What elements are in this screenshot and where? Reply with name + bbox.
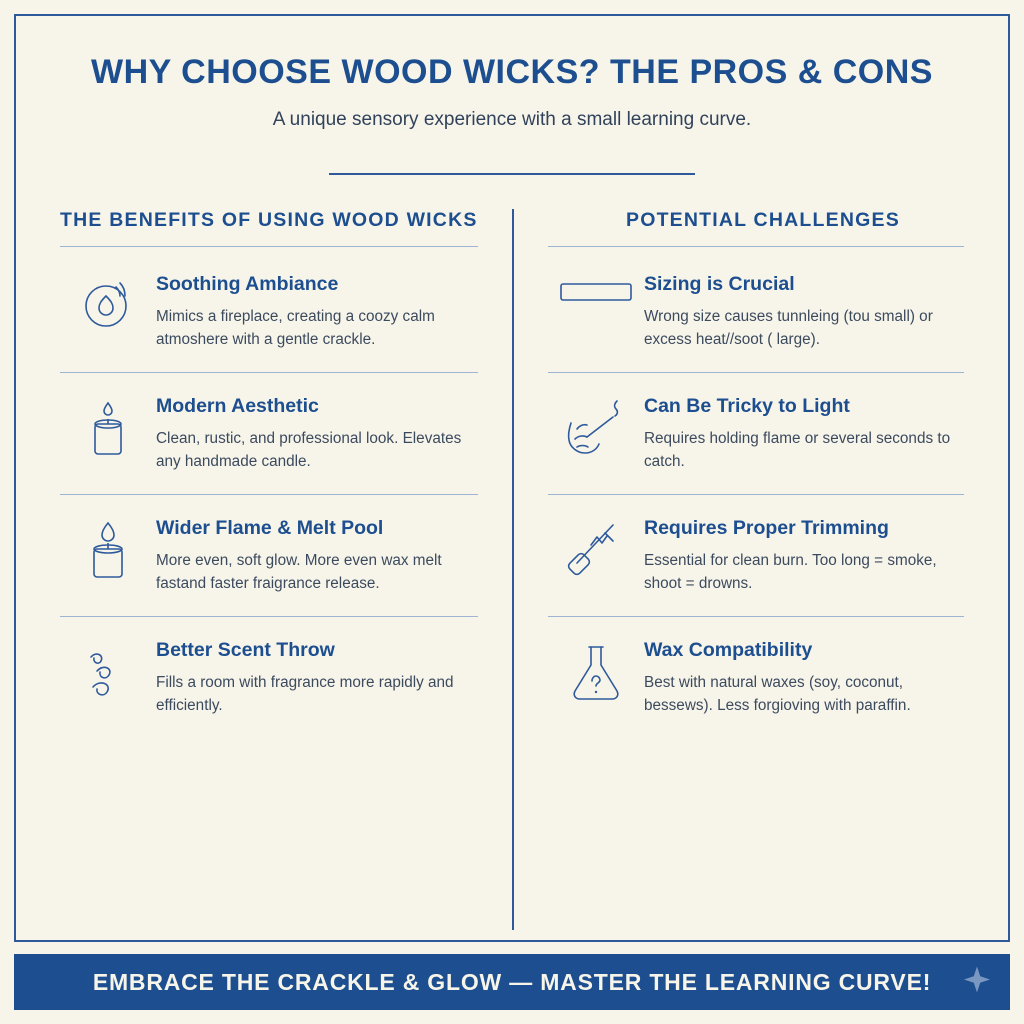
list-item-text xyxy=(644,639,964,718)
list-item-text xyxy=(644,273,964,352)
list-item-text xyxy=(644,395,964,474)
list-item-title: Wax Compatibility xyxy=(644,639,813,662)
list-item xyxy=(60,495,478,617)
page-subtitle: A unique sensory experience with a small learning curve. xyxy=(272,109,752,131)
list-item-desc: Essential for clean burn. Too long = smoke, shoot = drowns. xyxy=(644,552,937,593)
list-item xyxy=(548,495,964,617)
list-item-desc: Mimics a fireplace, creating a coozy calm atmoshere with a gentle crackle. xyxy=(156,308,435,349)
list-item-title: Sizing is Crucial xyxy=(644,273,795,296)
list-item xyxy=(60,251,478,373)
candle-pillar-icon xyxy=(60,395,156,459)
footer-text: EMBRACE THE CRACKLE & GLOW — MASTER THE LEARNING CURVE! xyxy=(92,968,932,995)
hand-with-match-icon xyxy=(548,395,644,459)
challenges-heading: POTENTIAL CHALLENGES xyxy=(548,209,964,247)
benefits-heading: THE BENEFITS OF USING WOOD WICKS xyxy=(60,209,478,247)
columns-container xyxy=(60,209,964,930)
benefits-column xyxy=(60,209,512,930)
wick-trimmer-icon xyxy=(548,517,644,581)
list-item xyxy=(548,251,964,373)
poster-frame xyxy=(14,14,1010,942)
scent-swirl-icon xyxy=(60,639,156,701)
list-item-desc: Best with natural waxes (soy, coconut, bessews). Less forgioving with paraffin. xyxy=(644,674,911,714)
candle-wide-flame-icon xyxy=(60,517,156,581)
list-item-text xyxy=(156,273,478,352)
list-item-desc: Fills a room with fragrance more rapidly and efficiently. xyxy=(156,674,454,714)
list-item-title: Wider Flame & Melt Pool xyxy=(156,517,384,540)
list-item xyxy=(60,617,478,738)
list-item-text xyxy=(156,639,478,718)
footer-banner xyxy=(14,954,1010,1010)
list-item xyxy=(60,373,478,495)
flask-question-icon xyxy=(548,639,644,705)
flame-in-circle-icon xyxy=(60,273,156,333)
list-item-text xyxy=(156,517,478,596)
list-item-desc: Wrong size causes tunnleing (tou small) or excess heat//soot ( large). xyxy=(644,308,933,349)
list-item-desc: More even, soft glow. More even wax melt fastand faster fraigrance release. xyxy=(156,552,442,593)
challenges-column xyxy=(512,209,964,930)
list-item-title: Better Scent Throw xyxy=(156,639,335,662)
list-item-text xyxy=(156,395,478,474)
list-item-title: Soothing Ambiance xyxy=(156,273,339,296)
list-item-title: Modern Aesthetic xyxy=(156,395,319,418)
list-item-text xyxy=(644,517,964,596)
list-item xyxy=(548,617,964,738)
sparkle-icon xyxy=(962,965,992,1000)
list-item-title: Can Be Tricky to Light xyxy=(644,395,850,418)
ruler-bar-icon xyxy=(548,273,644,309)
list-item-title: Requires Proper Trimming xyxy=(644,517,889,540)
header-divider xyxy=(329,173,695,175)
page-title: WHY CHOOSE WOOD WICKS? THE PROS & CONS xyxy=(91,53,933,91)
list-item-desc: Clean, rustic, and professional look. Elevates any handmade candle. xyxy=(156,430,462,471)
list-item-desc: Requires holding flame or several seconds to catch. xyxy=(644,430,951,471)
list-item xyxy=(548,373,964,495)
